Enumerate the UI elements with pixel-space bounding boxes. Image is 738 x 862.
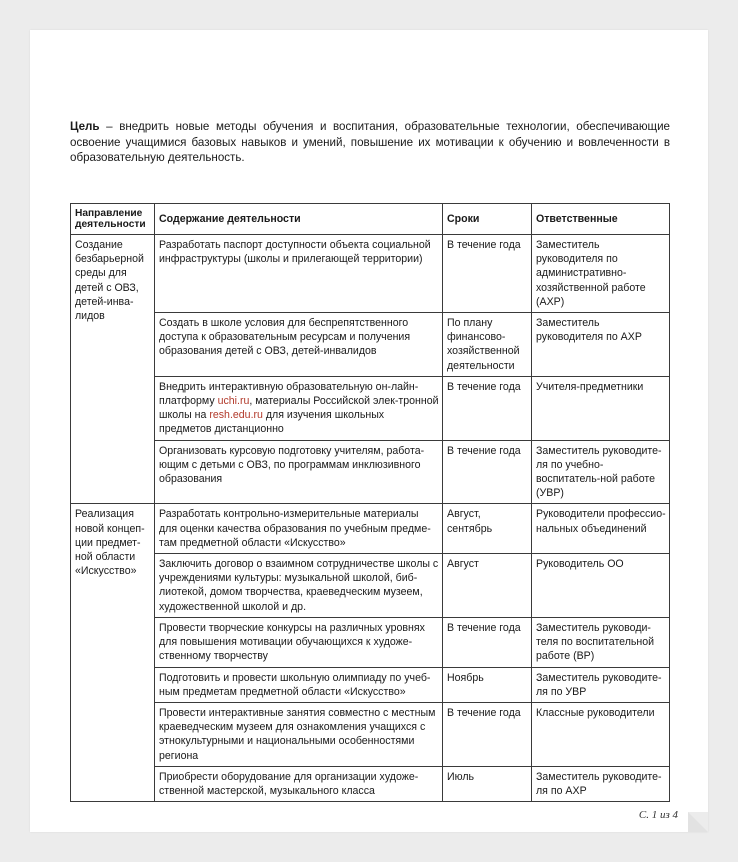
- content-cell: Разработать контрольно-измерительные материалы для оценки качества образования по учебным предме-там предметной области «Искусство»: [155, 504, 443, 554]
- table-row: [71, 667, 670, 702]
- terms-cell: В течение года: [443, 703, 532, 767]
- responsible-cell: Заместитель руководителя по административно-хозяйственной работе (АХР): [532, 235, 670, 313]
- goal-paragraph: [70, 119, 670, 166]
- uchi-link[interactable]: uchi.ru: [217, 395, 250, 408]
- table-row: [71, 440, 670, 504]
- table-row: [71, 618, 670, 668]
- terms-cell: По плану финансово-хозяйственной деятельности: [443, 313, 532, 377]
- table-row: [71, 235, 670, 313]
- header-terms: Сроки: [443, 204, 532, 235]
- responsible-cell: Учителя-предметники: [532, 376, 670, 440]
- responsible-cell: Заместитель руководи-теля по воспитательной работе (ВР): [532, 618, 670, 668]
- responsible-cell: Классные руководители: [532, 703, 670, 767]
- responsible-cell: Заместитель руководителя по АХР: [532, 313, 670, 377]
- terms-cell: В течение года: [443, 440, 532, 504]
- terms-cell: Июль: [443, 767, 532, 802]
- content-cell: Заключить договор о взаимном сотрудничестве школы с учреждениями культуры: музыкальной школой, биб-лиотекой, домом творчества, краеведческим музеем, художественной школой и др.: [155, 554, 443, 618]
- content-cell: Разработать паспорт доступности объекта социальной инфраструктуры (школы и прилегающей территории): [155, 235, 443, 313]
- table-header-row: [71, 204, 670, 235]
- resh-link[interactable]: resh.edu.ru: [209, 409, 263, 422]
- page-number: С. 1 из 4: [638, 809, 678, 821]
- header-content: Содержание деятельности: [155, 204, 443, 235]
- terms-cell: Ноябрь: [443, 667, 532, 702]
- content-cell: Организовать курсовую подготовку учителям, работа-ющим с детьми с ОВЗ, по программам инклюзивного образования: [155, 440, 443, 504]
- goal-label: Цель: [70, 120, 100, 133]
- content-cell: Провести творческие конкурсы на различных уровнях для повышения мотивации обучающихся к художе-ственному творчеству: [155, 618, 443, 668]
- content-cell: Провести интерактивные занятия совместно с местным краеведческим музеем для ознакомления учащихся с этнокультурными и национальными особенностями региона: [155, 703, 443, 767]
- table-row: [71, 313, 670, 377]
- responsible-cell: Заместитель руководите-ля по УВР: [532, 667, 670, 702]
- responsible-cell: Руководители профессио-нальных объединений: [532, 504, 670, 554]
- content-cell: Приобрести оборудование для организации художе-ственной мастерской, музыкального класса: [155, 767, 443, 802]
- terms-cell: В течение года: [443, 376, 532, 440]
- header-direction: Направление деятельности: [71, 204, 155, 235]
- document-page: [30, 30, 708, 832]
- header-responsible: Ответственные: [532, 204, 670, 235]
- content-cell: [155, 376, 443, 440]
- terms-cell: В течение года: [443, 235, 532, 313]
- table-row: [71, 703, 670, 767]
- content-cell: Создать в школе условия для беспрепятственного доступа к образовательным ресурсам и получения образования детей с ОВЗ, детей-инвалидов: [155, 313, 443, 377]
- table-row: [71, 376, 670, 440]
- goal-text: внедрить новые методы обучения и воспитания, образовательные технологии, обеспечивающие освоение учащимися базовых навыков и умений, повышение их мотивации к обучению и вовлеченности в образовательную деятельность.: [70, 120, 670, 164]
- goal-dash: –: [99, 120, 120, 133]
- page-corner-fold: [688, 812, 708, 832]
- terms-cell: В течение года: [443, 618, 532, 668]
- table-row: [71, 504, 670, 554]
- content-cell: Подготовить и провести школьную олимпиаду по учеб-ным предметам предметной области «Искусство»: [155, 667, 443, 702]
- terms-cell: Август, сентябрь: [443, 504, 532, 554]
- content-text-middle: , материалы Российской элек-тронной школы на: [159, 395, 439, 422]
- responsible-cell: Заместитель руководите-ля по АХР: [532, 767, 670, 802]
- content-text-end: для изучения школьных предметов дистанционно: [159, 409, 385, 436]
- activity-plan-table: [70, 203, 670, 802]
- direction-cell: Создание безбарьерной среды для детей с ОВЗ, детей-инва-лидов: [71, 235, 155, 504]
- table-row: [71, 554, 670, 618]
- table-row: [71, 767, 670, 802]
- responsible-cell: Руководитель ОО: [532, 554, 670, 618]
- direction-cell: Реализация новой концеп-ции предмет-ной области «Искусство»: [71, 504, 155, 802]
- responsible-cell: Заместитель руководите-ля по учебно-воспитатель-ной работе (УВР): [532, 440, 670, 504]
- terms-cell: Август: [443, 554, 532, 618]
- content-text-start: Внедрить интерактивную образовательную он-лайн-платформу: [159, 380, 419, 408]
